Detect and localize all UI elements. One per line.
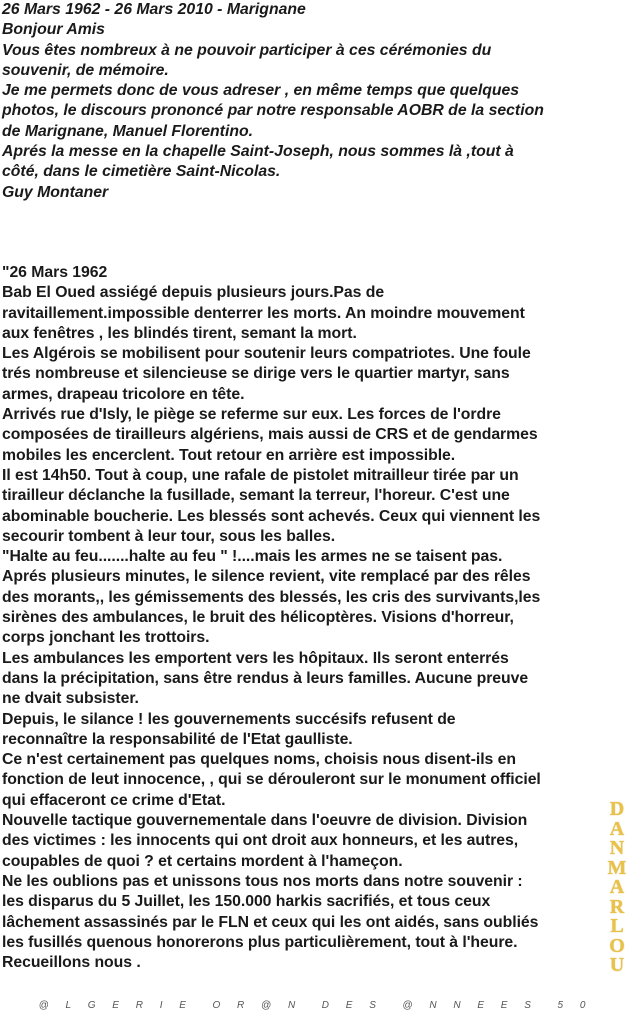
watermark-letter: A [609,817,625,840]
watermark-letter: U [609,954,625,976]
speech-line: dans la précipitation, sans être rendus à leurs familles. Aucune preuve [2,669,529,687]
intro-line: Vous êtes nombreux à ne pouvoir participer à ces cérémonies du [2,41,492,59]
speech-line: Les ambulances les emportent vers les hôpitaux. Ils seront enterrés [2,649,509,667]
intro-line: côté, dans le cimetière Saint-Nicolas. [2,163,281,181]
intro-line: Bonjour Amis [2,21,105,39]
speech-line: Il est 14h50. Tout à coup, une rafale de pistolet mitrailleur tirée par un [2,466,519,484]
speech-line: les fusillés quenous honorerons plus particulièrement, tout à l'heure. [2,933,518,951]
footer-signature: @ L G E R I E O R @ N D E S @ N N E E S 5 0 [38,1000,593,1011]
intro-line: photos, le discours prononcé par notre responsable AOBR de la section [2,102,544,120]
speech-line: des victimes : les innocents qui ont droit aux honneurs, et les autres, [2,832,519,850]
speech-line: abominable boucherie. Les blessés sont achevés. Ceux qui viennent les [2,507,541,525]
speech-line: tirailleur déclanche la fusillade, semant la terreur, l'horeur. C'est une [2,487,510,505]
speech-line: armes, drapeau tricolore en tête. [2,385,245,403]
speech-line: coupables de quoi ? et certains mordent à l'hameçon. [2,852,403,870]
watermark-letter: A [609,876,625,898]
intro-line: de Marignane, Manuel Florentino. [2,122,254,140]
speech-line: lâchement assassinés par le FLN et ceux qui les ont aidés, sans oubliés [2,913,539,931]
intro-line: Aprés la messe en la chapelle Saint-Joseph, nous sommes là ,tout à [2,143,514,161]
watermark-letter: M [607,856,627,879]
speech-line: aux fenêtres , les blindés tirent, semant la mort. [2,324,357,342]
speech-line: ravitaillement.impossible denterrer les morts. An moindre mouvement [2,304,525,322]
speech-line: les disparus du 5 Juillet, les 150.000 harkis sacrifiés, et tous ceux [2,893,491,911]
watermark-letter: R [609,895,625,918]
watermark-letter: D [609,798,625,820]
speech-line: Aprés plusieurs minutes, le silence revient, vite remplacé par des rêles [2,568,531,586]
speech-line: "26 Mars 1962 [2,264,108,281]
speech-line: qui effaceront ce crime d'Etat. [2,791,226,809]
speech-line: mobiles les encerclent. Tout retour en arrière est impossible. [2,446,456,464]
speech-line: reconnaître la responsabilité de l'Etat gaulliste. [2,730,353,748]
intro-line: 26 Mars 1962 - 26 Mars 2010 - Marignane [2,1,306,18]
intro-message [2,0,544,203]
speech-line: Depuis, le silance ! les gouvernements succésifs refusent de [2,710,456,728]
intro-line: souvenir, de mémoire. [2,61,169,79]
speech-line: sirènes des ambulances, le bruit des hélicoptères. Visions d'horreur, [2,609,514,627]
speech-line: "Halte au feu.......halte au feu " !....mais les armes ne se taisent pas. [2,548,503,566]
speech-line: trés nombreuse et silencieuse se dirige vers le quartier martyr, sans [2,365,510,383]
watermark-letter: N [609,837,625,859]
speech-line: Ne les oublions pas et unissons tous nos morts dans notre souvenir : [2,872,523,890]
speech-line: secourir tombent à leur tour, sous les balles. [2,527,336,545]
speech-line: Nouvelle tactique gouvernementale dans l'oeuvre de division. Division [2,812,528,830]
intro-line: Je me permets donc de vous adreser , en même temps que quelques [2,82,520,100]
speech-line: composées de tirailleurs algériens, mais aussi de CRS et de gendarmes [2,426,538,444]
speech-line: Bab El Oued assiégé depuis plusieurs jours.Pas de [2,284,385,302]
watermark-letter: L [610,915,624,937]
watermark-letter: O [609,934,625,957]
speech-line: Recueillons nous . [2,954,141,972]
speech-text [2,263,541,973]
speech-line: fonction de leut innocence, , qui se dérouleront sur le monument officiel [2,771,541,789]
speech-line: ne dvait subsister. [2,690,139,708]
intro-line: Guy Montaner [2,183,109,201]
speech-line: des morants,, les gémissements des blessés, les cris des survivants,les [2,588,541,606]
speech-line: Arrivés rue d'Isly, le piège se referme sur eux. Les forces de l'ordre [2,406,501,424]
speech-line: Ce n'est certainement pas quelques noms, choisis nous disent-ils en [2,751,516,769]
speech-line: Les Algérois se mobilisent pour soutenir leurs compatriotes. Une foule [2,345,531,363]
speech-line: corps jonchant les trottoirs. [2,629,210,647]
watermark [606,800,628,976]
